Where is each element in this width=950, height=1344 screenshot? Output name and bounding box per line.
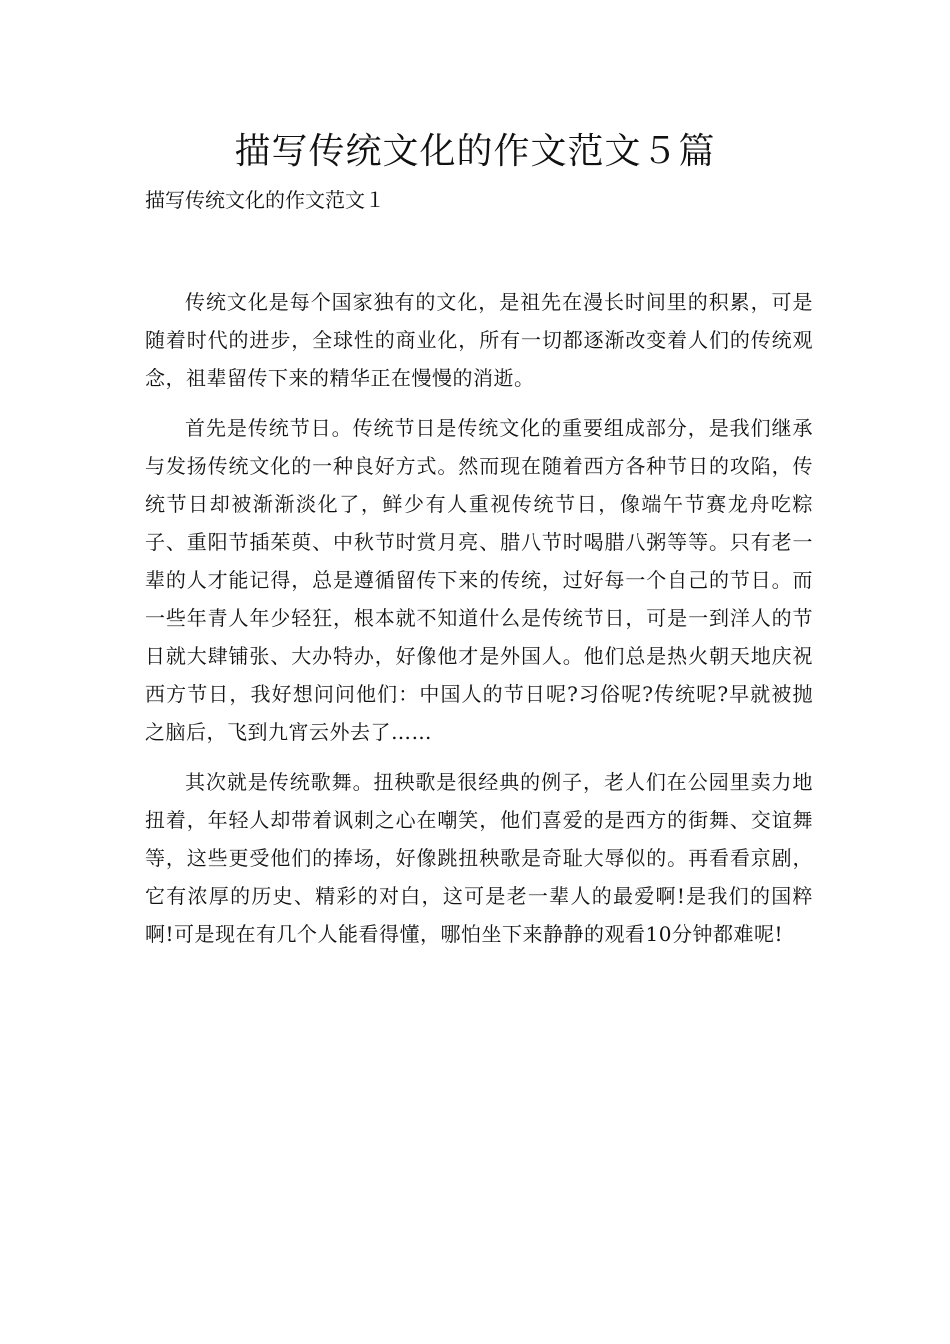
essay-subtitle: 描写传统文化的作文范文１ — [145, 188, 385, 212]
paragraph-song-dance: 其次就是传统歌舞。扭秧歌是很经典的例子，老人们在公园里卖力地扭着，年轻人却带着讽刺之心在嘲笑，他们喜爱的是西方的街舞、交谊舞等，这些更受他们的捧场，好像跳扭秧歌是奇耻大辱似的。再看看京剧，它有浓厚的历史、精彩的对白，这可是老一辈人的最爱啊!是我们的国粹啊!可是现在有几个人能看得懂，哪怕坐下来静静的观看10分钟都难呢! — [145, 770, 813, 946]
document-title: 描写传统文化的作文范文５篇 — [234, 131, 716, 172]
paragraph-intro: 传统文化是每个国家独有的文化，是祖先在漫长时间里的积累，可是随着时代的进步，全球性的商业化，所有一切都逐渐改变着人们的传统观念，祖辈留传下来的精华正在慢慢的消逝。 — [145, 290, 813, 390]
essay-body — [145, 283, 813, 953]
paragraph-festivals: 首先是传统节日。传统节日是传统文化的重要组成部分，是我们继承与发扬传统文化的一种良好方式。然而现在随着西方各种节日的攻陷，传统节日却被渐渐淡化了，鲜少有人重视传统节日，像端午节赛龙舟吃粽子、重阳节插茱萸、中秋节时赏月亮、腊八节时喝腊八粥等等。只有老一辈的人才能记得，总是遵循留传下来的传统，过好每一个自己的节日。而一些年青人年少轻狂，根本就不知道什么是传统节日，可是一到洋人的节日就大肆铺张、大办特办，好像他才是外国人。他们总是热火朝天地庆祝西方节日，我好想问问他们：中国人的节日呢?习俗呢?传统呢?早就被抛之脑后，飞到九宵云外去了…… — [145, 416, 813, 744]
